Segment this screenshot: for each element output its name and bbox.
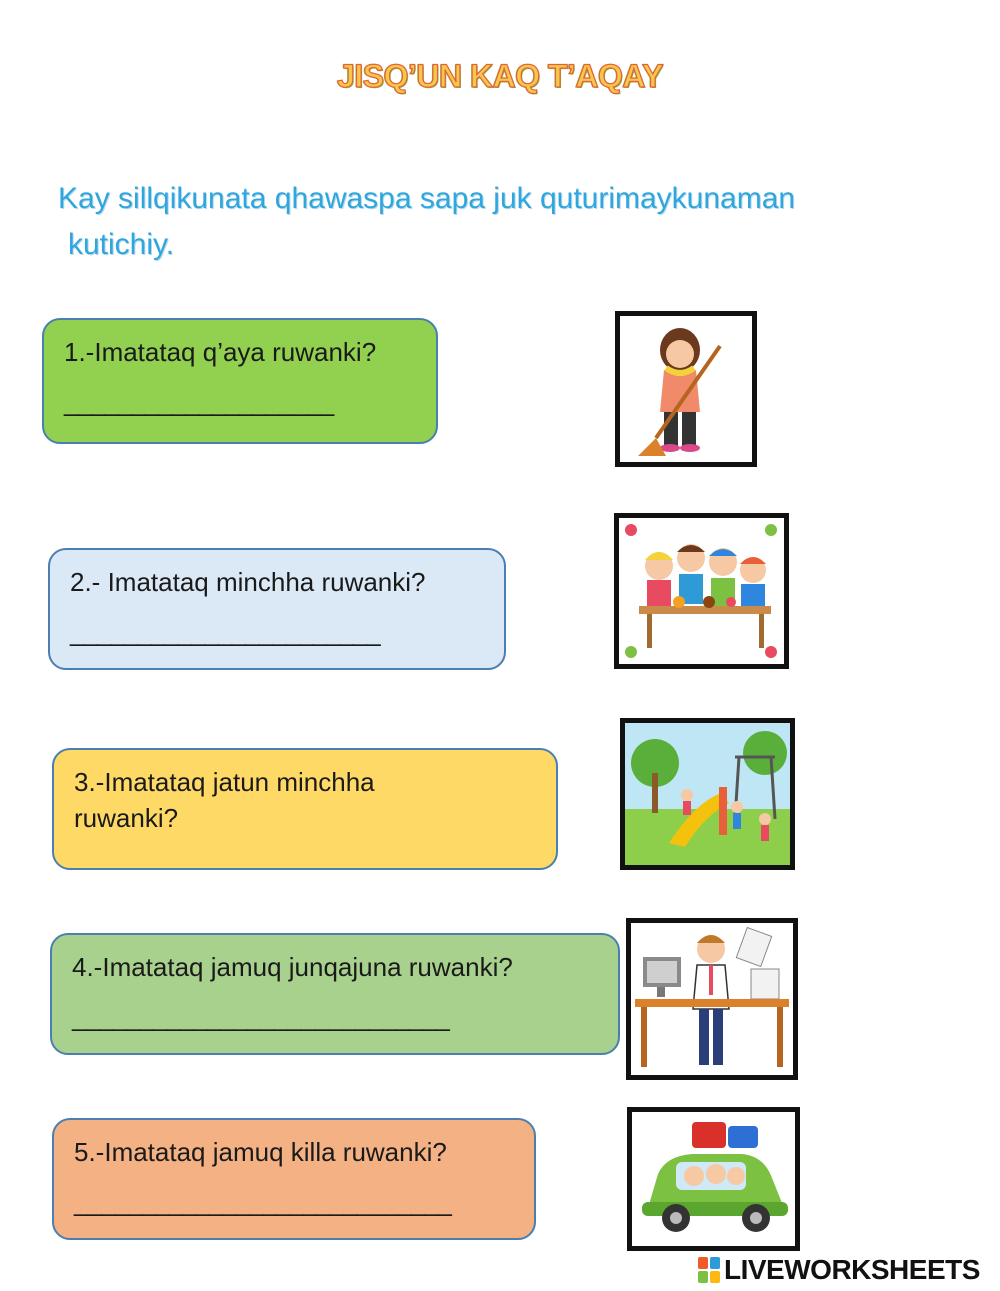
woman-sweeping-icon xyxy=(615,311,757,467)
question-text: 1.-Imatataq q’aya ruwanki? xyxy=(64,337,377,367)
answer-blank[interactable]: ____________________________ xyxy=(72,1002,449,1032)
answer-blank[interactable]: ____________________ xyxy=(64,387,334,417)
liveworksheets-brand[interactable] xyxy=(698,1256,980,1284)
question-text: 4.-Imatataq jamuq junqajuna ruwanki? xyxy=(72,952,513,982)
logo-square xyxy=(698,1257,708,1269)
playground-icon xyxy=(620,718,795,870)
answer-blank[interactable]: ____________________________ xyxy=(74,1187,451,1217)
instruction-text xyxy=(58,176,918,268)
question-text: 5.-Imatataq jamuq killa ruwanki? xyxy=(74,1137,447,1167)
question-text: 3.-Imatataq jatun minchha ruwanki? xyxy=(74,767,375,833)
question-box-1[interactable] xyxy=(42,318,438,444)
logo-square xyxy=(698,1271,708,1283)
liveworksheets-logo-icon xyxy=(698,1257,720,1283)
children-eating-icon xyxy=(614,513,789,669)
instruction-line-1: Kay sillqikunata qhawaspa sapa juk quturimaykunaman xyxy=(58,182,796,215)
question-box-3[interactable] xyxy=(52,748,558,870)
logo-square xyxy=(710,1257,720,1269)
instruction-line-2: kutichiy. xyxy=(68,228,175,261)
question-box-2[interactable] xyxy=(48,548,506,670)
family-car-icon xyxy=(627,1107,800,1251)
answer-blank[interactable]: _______________________ xyxy=(70,617,380,647)
brand-name: LIVEWORKSHEETS xyxy=(724,1254,980,1285)
question-box-4[interactable] xyxy=(50,933,620,1055)
office-worker-icon xyxy=(626,918,798,1080)
page-title: JISQ’UN KAQ T’AQAY xyxy=(337,58,663,94)
question-box-5[interactable] xyxy=(52,1118,536,1240)
question-text: 2.- Imatataq minchha ruwanki? xyxy=(70,567,426,597)
logo-square xyxy=(710,1271,720,1283)
